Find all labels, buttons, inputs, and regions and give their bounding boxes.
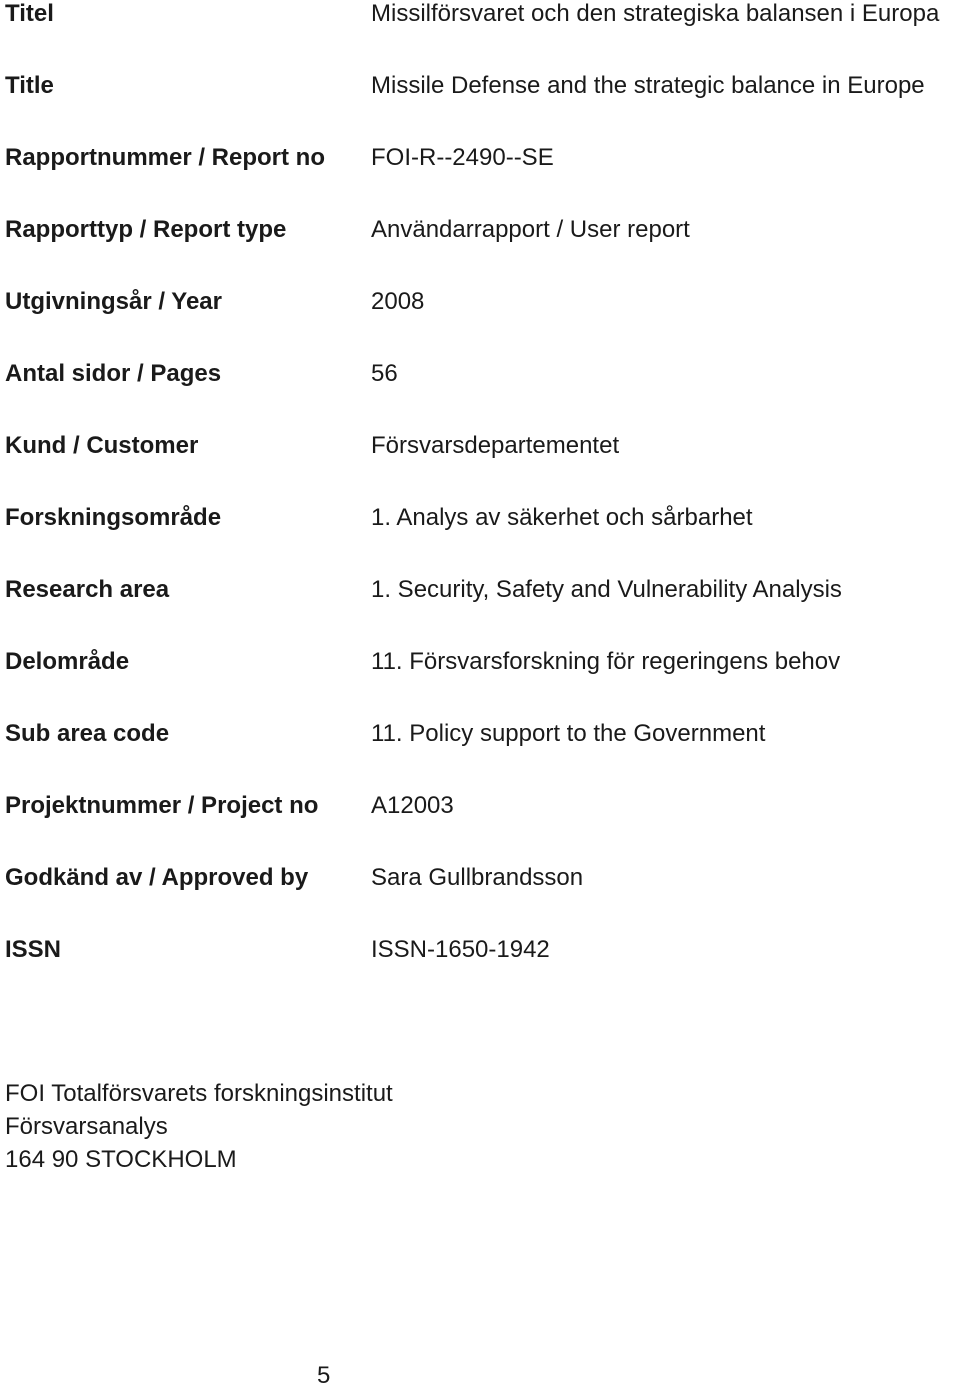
field-row-research-area-en	[5, 576, 960, 648]
publisher-address	[5, 1077, 393, 1176]
report-fields	[5, 0, 960, 1008]
field-row-research-area-sv	[5, 504, 960, 576]
field-value: Missile Defense and the strategic balance in Europe	[371, 72, 925, 99]
field-label: Rapportnummer / Report no	[5, 144, 326, 171]
field-row-approved-by	[5, 864, 960, 936]
field-value: 2008	[371, 288, 425, 315]
field-value: Försvarsdepartementet	[371, 432, 620, 459]
field-label: Projektnummer / Project no	[5, 792, 319, 819]
field-row-title-sv	[5, 0, 960, 72]
field-value: FOI-R--2490--SE	[371, 144, 554, 171]
field-label: Sub area code	[5, 720, 170, 747]
field-row-report-no	[5, 144, 960, 216]
address-line-department: Försvarsanalys	[5, 1113, 168, 1140]
field-label: Forskningsområde	[5, 504, 222, 531]
field-value: Användarrapport / User report	[371, 216, 690, 243]
field-row-sub-area-en	[5, 720, 960, 792]
field-label: Kund / Customer	[5, 432, 199, 459]
field-value: 56	[371, 360, 398, 387]
field-value: 1. Security, Safety and Vulnerability Analysis	[371, 576, 842, 603]
field-label: ISSN	[5, 936, 62, 963]
field-label: Rapporttyp / Report type	[5, 216, 287, 243]
field-label: Antal sidor / Pages	[5, 360, 222, 387]
field-label: Delområde	[5, 648, 130, 675]
field-row-issn	[5, 936, 960, 1008]
field-label: Godkänd av / Approved by	[5, 864, 309, 891]
address-line-organization: FOI Totalförsvarets forskningsinstitut	[5, 1080, 393, 1107]
field-value: 11. Försvarsforskning för regeringens behov	[371, 648, 841, 675]
field-label: Titel	[5, 0, 54, 27]
field-value: ISSN-1650-1942	[371, 936, 550, 963]
field-value: A12003	[371, 792, 454, 819]
field-label: Title	[5, 72, 54, 99]
address-line-city: 164 90 STOCKHOLM	[5, 1146, 237, 1173]
field-row-customer	[5, 432, 960, 504]
field-value: 11. Policy support to the Government	[371, 720, 766, 747]
field-row-year	[5, 288, 960, 360]
field-label: Research area	[5, 576, 170, 603]
field-value: 1. Analys av säkerhet och sårbarhet	[371, 504, 753, 531]
field-row-pages	[5, 360, 960, 432]
field-row-report-type	[5, 216, 960, 288]
field-row-sub-area-sv	[5, 648, 960, 720]
field-label: Utgivningsår / Year	[5, 288, 222, 315]
field-value: Sara Gullbrandsson	[371, 864, 584, 891]
field-value: Missilförsvaret och den strategiska balansen i Europa	[371, 0, 940, 27]
field-row-title-en	[5, 72, 960, 144]
field-row-project-no	[5, 792, 960, 864]
page-number: 5	[317, 1362, 331, 1389]
